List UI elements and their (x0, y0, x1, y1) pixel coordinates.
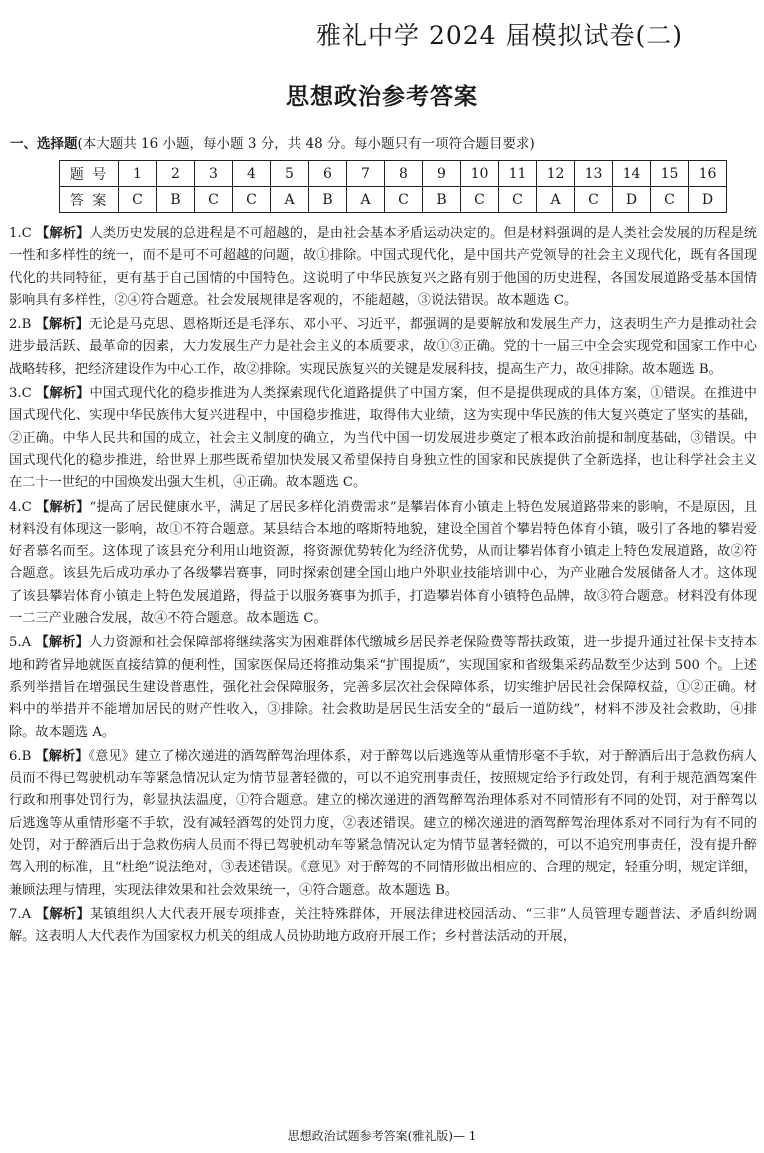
answer-cell: D (689, 187, 727, 213)
analysis-tag: 【解析】 (36, 499, 90, 515)
question-number: 16 (689, 161, 727, 187)
item-number: 6.B (9, 748, 32, 764)
answer-cell: C (119, 187, 157, 213)
question-number: 12 (537, 161, 575, 187)
answer-cell: B (423, 187, 461, 213)
question-number: 14 (613, 161, 651, 187)
question-number: 15 (651, 161, 689, 187)
section-heading (10, 132, 535, 152)
question-number: 4 (233, 161, 271, 187)
answer-cell: A (347, 187, 385, 213)
answer-cell: C (195, 187, 233, 213)
question-number: 8 (385, 161, 423, 187)
analysis-tag: 【解析】 (36, 386, 90, 402)
explanation-item (9, 383, 757, 494)
answer-cell: D (613, 187, 651, 213)
item-text: “提高了居民健康水平，满足了居民多样化消费需求”是攀岩体育小镇走上特色发展道路带来的影响，不是原因，且材料没有体现这一影响，故①不符合题意。某县结合本地的喀斯特地貌，建设全国首个攀岩特色体育小镇，吸引了各地的攀岩爱好者慕名而至。这体现了该县充分利用山地资源，将资源优势转化为经济优势，从而让攀岩体育小镇走上特色发展道路，故②符合题意。该县先后成功承办了各级攀岩赛事，同时探索创建全国山地户外职业技能培训中心，为产业融合发展储备人才。这体现了该县攀岩体育小镇走上特色发展道路，得益于以服务赛事为抓手，打造攀岩体育小镇特色品牌，故③符合题意。材料没有体现一二三产业融合发展，故④不符合题意。故本题选 C。 (9, 499, 758, 627)
question-number: 10 (461, 161, 499, 187)
analysis-tag: 【解析】 (35, 906, 91, 922)
answer-cell: A (537, 187, 575, 213)
explanation-item (9, 904, 757, 949)
item-number: 3.C (9, 386, 32, 402)
item-text: 某镇组织人大代表开展专项排查，关注特殊群体，开展法律进校园活动、“三非”人员管理专题普法、矛盾纠纷调解。这表明人大代表作为国家权力机关的组成人员协助地方政府开展工作；乡村普法活动的开展， (9, 906, 757, 945)
item-number: 2.B (9, 317, 32, 333)
answer-cell: C (499, 187, 537, 213)
question-number: 7 (347, 161, 385, 187)
explanation-item (9, 314, 757, 381)
exam-title: 雅礼中学 2024 届模拟试卷(二) (316, 21, 684, 50)
explanation-item (9, 746, 757, 902)
section-note: (本大题共 16 小题，每小题 3 分，共 48 分。每小题只有一项符合题目要求) (77, 136, 535, 152)
answer-cell: C (651, 187, 689, 213)
item-number: 5.A (9, 635, 32, 651)
row-label-answer: 答 案 (60, 187, 119, 213)
item-text: 人力资源和社会保障部将继续落实为困难群体代缴城乡居民养老保险费等帮扶政策，进一步提升通过社保卡支持本地和跨省异地就医直接结算的便利性，国家医保局还将推动集采“扩围提质”，实现国家和省级集采药品数至少达到 500 个。上述系列举措旨在增强民生建设普惠性，强化社会保障服务，完善多层次社会保障体系，切实维护居民社会保障权益，①②正确。材料中的举措并不能增加居民的财产性收入，③排除。社会救助是居民生活安全的“最后一道防线”，材料不涉及社会救助，④排除。故本题选 A。 (9, 635, 758, 740)
answer-cell: C (385, 187, 423, 213)
explanation-item (9, 223, 757, 312)
answer-cell: A (271, 187, 309, 213)
table-row-numbers (60, 161, 727, 187)
answer-cell: B (309, 187, 347, 213)
answer-cell: B (157, 187, 195, 213)
question-number: 13 (575, 161, 613, 187)
answer-cell: C (461, 187, 499, 213)
analysis-tag: 【解析】 (35, 317, 90, 333)
item-text: 中国式现代化的稳步推进为人类探索现代化道路提供了中国方案，但不是提供现成的具体方案，①错误。在推进中国式现代化、实现中华民族伟大复兴进程中，中国稳步推进，取得伟大业绩，这为实现中华民族的伟大复兴奠定了坚实的基础，②正确。中华人民共和国的成立，社会主义制度的确立，为当代中国一切发展进步奠定了根本政治前提和制度基础，③错误。中国式现代化的稳步推进，给世界上那些既希望加快发展又希望保持自身独立性的国家和民族提供了全新选择，也让科学社会主义在二十一世纪的中国焕发出强大生机，④正确。故本题选 C。 (9, 386, 757, 491)
item-text: 人类历史发展的总进程是不可超越的，是由社会基本矛盾运动决定的。但是材料强调的是人类社会发展的历程是统一性和多样性的统一，而不是可不可超越的问题，故①排除。中国式现代化，是中国共产党领导的社会主义现代化，既有各国现代化的共同特征，更有基于自己国情的中国特色。这说明了中华民族复兴之路有别于他国的历史进程，各国发展道路受基本国情影响具有多样性，②④符合题意。社会发展规律是客观的，不能超越，③说法错误。故本题选 C。 (9, 226, 757, 308)
answer-cell: C (575, 187, 613, 213)
row-label-number: 题 号 (60, 161, 119, 187)
analysis-tag: 【解析】 (36, 226, 90, 241)
answer-table (59, 160, 727, 213)
question-number: 9 (423, 161, 461, 187)
analysis-tag: 【解析】 (35, 748, 89, 764)
table-row-answers (60, 187, 727, 213)
question-number: 11 (499, 161, 537, 187)
item-number: 7.A (9, 906, 32, 922)
question-number: 6 (309, 161, 347, 187)
item-text: 无论是马克思、恩格斯还是毛泽东、邓小平、习近平，都强调的是要解放和发展生产力，这表明生产力是推动社会进步最活跃、最革命的因素，大力发展生产力是社会主义的本质要求，故①③正确。党的十一届三中全会实现党和国家工作中心战略转移，把经济建设作为中心工作，故②排除。实现民族复兴的关键是发展科技，提高生产力，故④排除。故本题选 B。 (9, 317, 758, 377)
question-number: 5 (271, 161, 309, 187)
question-number: 3 (195, 161, 233, 187)
explanations (9, 223, 757, 951)
analysis-tag: 【解析】 (35, 635, 89, 651)
item-text: 《意见》建立了梯次递进的酒驾醉驾治理体系，对于醉驾以后逃逸等从重情形毫不手软，对于醉酒后出于急救伤病人员而不得已驾驶机动车等紧急情况认定为情节显著轻微的，可以不追究刑事责任，按照规定给予行政处罚，有利于规范酒驾案件行政和刑事处罚行为，彰显执法温度，①符合题意。建立的梯次递进的酒驾醉驾治理体系对不同情形有不同的处罚，对于醉驾以后逃逸等从重情形毫不手软，没有减轻酒驾的处罚力度，②表述错误。建立的梯次递进的酒驾醉驾治理体系对不同行为有不同的处罚，对于醉酒后出于急救伤病人员而不得已驾驶机动车等紧急情况认定为情节显著轻微的，可以不追究刑事责任，没有提升醉驾入刑的标准，且“杜绝”说法绝对，③表述错误。《意见》对于醉驾的不同情形做出相应的、合理的规定，轻重分明，规定详细，兼顾法理与情理，实现法律效果和社会效果统一，④符合题意。故本题选 B。 (9, 748, 757, 898)
item-number: 4.C (9, 499, 32, 515)
answer-cell: C (233, 187, 271, 213)
question-number: 2 (157, 161, 195, 187)
item-number: 1.C (9, 226, 32, 241)
page-footer: 思想政治试题参考答案(雅礼版)— 1 (287, 1129, 477, 1143)
explanation-item (9, 497, 757, 631)
explanation-item (9, 632, 757, 743)
section-label: 一、选择题 (10, 136, 78, 152)
subject-title: 思想政治参考答案 (286, 83, 478, 110)
question-number: 1 (119, 161, 157, 187)
